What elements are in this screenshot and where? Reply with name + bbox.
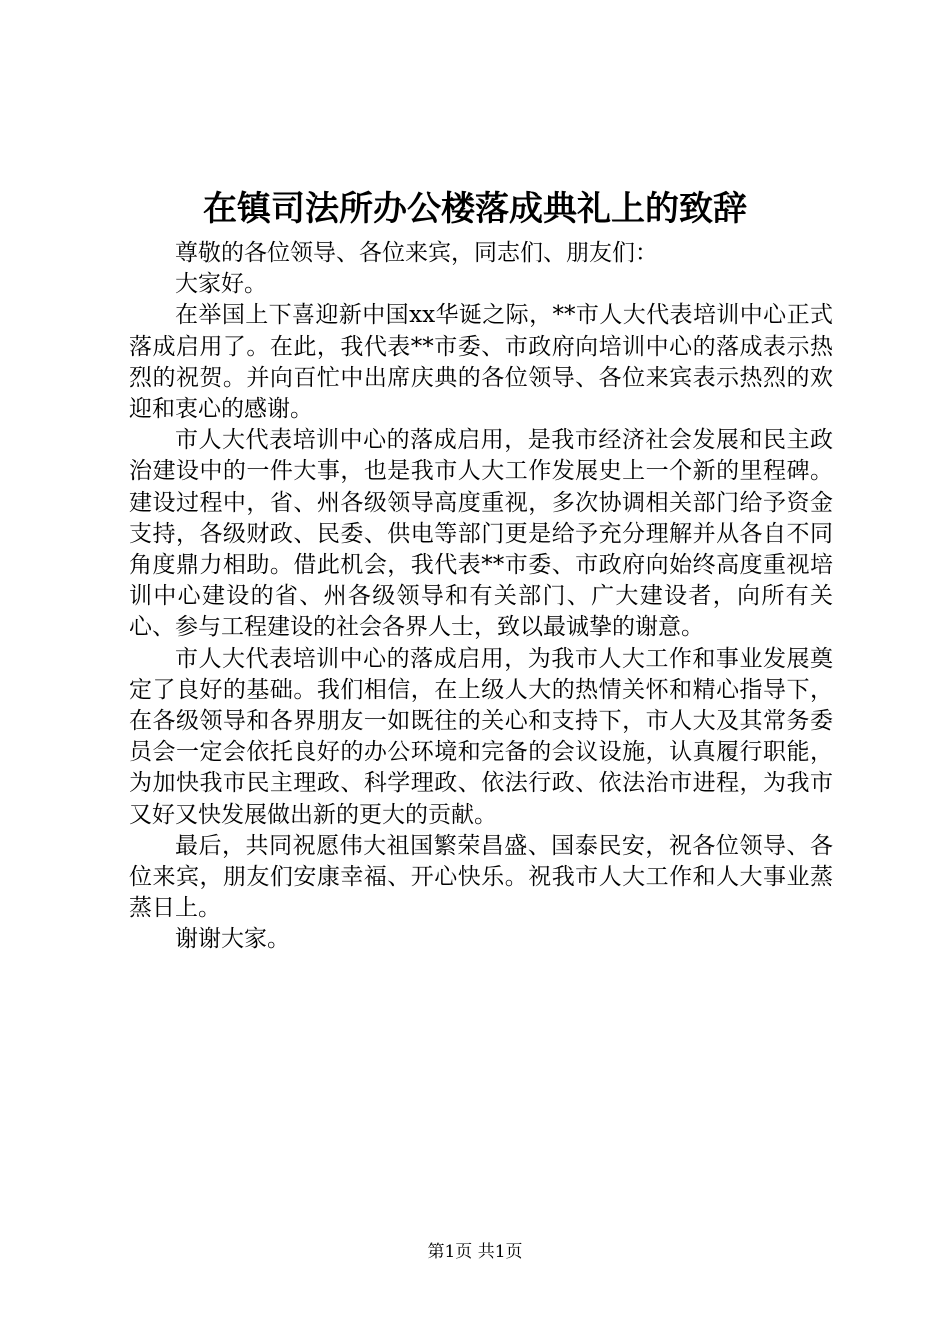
paragraph-significance: 市人大代表培训中心的落成启用，是我市经济社会发展和民主政治建设中的一件大事，也是我市人大工作发展史上一个新的里程碑。建设过程中，省、州各级领导高度重视，多次协调相关部门给予资金支持，各级财政、民委、供电等部门更是给予充分理解并从各自不同角度鼎力相助。借此机会，我代表**市委、市政府向始终高度重视培训中心建设的省、州各级领导和有关部门、广大建设者，向所有关心、参与工程建设的社会各界人士，致以最诚挚的谢意。 — [129, 427, 833, 641]
paragraph-salutation: 尊敬的各位领导、各位来宾，同志们、朋友们： — [175, 240, 658, 266]
document-body — [129, 238, 833, 956]
page-number: 第1页 共1页 — [427, 1242, 523, 1262]
document-title: 在镇司法所办公楼落成典礼上的致辞 — [203, 189, 747, 229]
paragraph-opening: 在举国上下喜迎新中国xx华诞之际，**市人大代表培训中心正式落成启用了。在此，我代表**市委、市政府向培训中心的落成表示热烈的祝贺。并向百忙中出席庆典的各位领导、各位来宾表示热烈的欢迎和衷心的感谢。 — [129, 302, 833, 423]
paragraph-greeting: 大家好。 — [175, 271, 267, 298]
paragraph-thanks: 谢谢大家。 — [175, 926, 290, 953]
paragraph-expectation: 市人大代表培训中心的落成启用，为我市人大工作和事业发展奠定了良好的基础。我们相信，在上级人大的热情关怀和精心指导下，在各级领导和各界朋友一如既往的关心和支持下，市人大及其常务委员会一定会依托良好的办公环境和完备的会议设施，认真履行职能，为加快我市民主理政、科学理政、依法行政、依法治市进程，为我市又好又快发展做出新的更大的贡献。 — [129, 645, 833, 828]
paragraph-wishes: 最后，共同祝愿伟大祖国繁荣昌盛、国泰民安，祝各位领导、各位来宾，朋友们安康幸福、开心快乐。祝我市人大工作和人大事业蒸蒸日上。 — [129, 832, 833, 922]
